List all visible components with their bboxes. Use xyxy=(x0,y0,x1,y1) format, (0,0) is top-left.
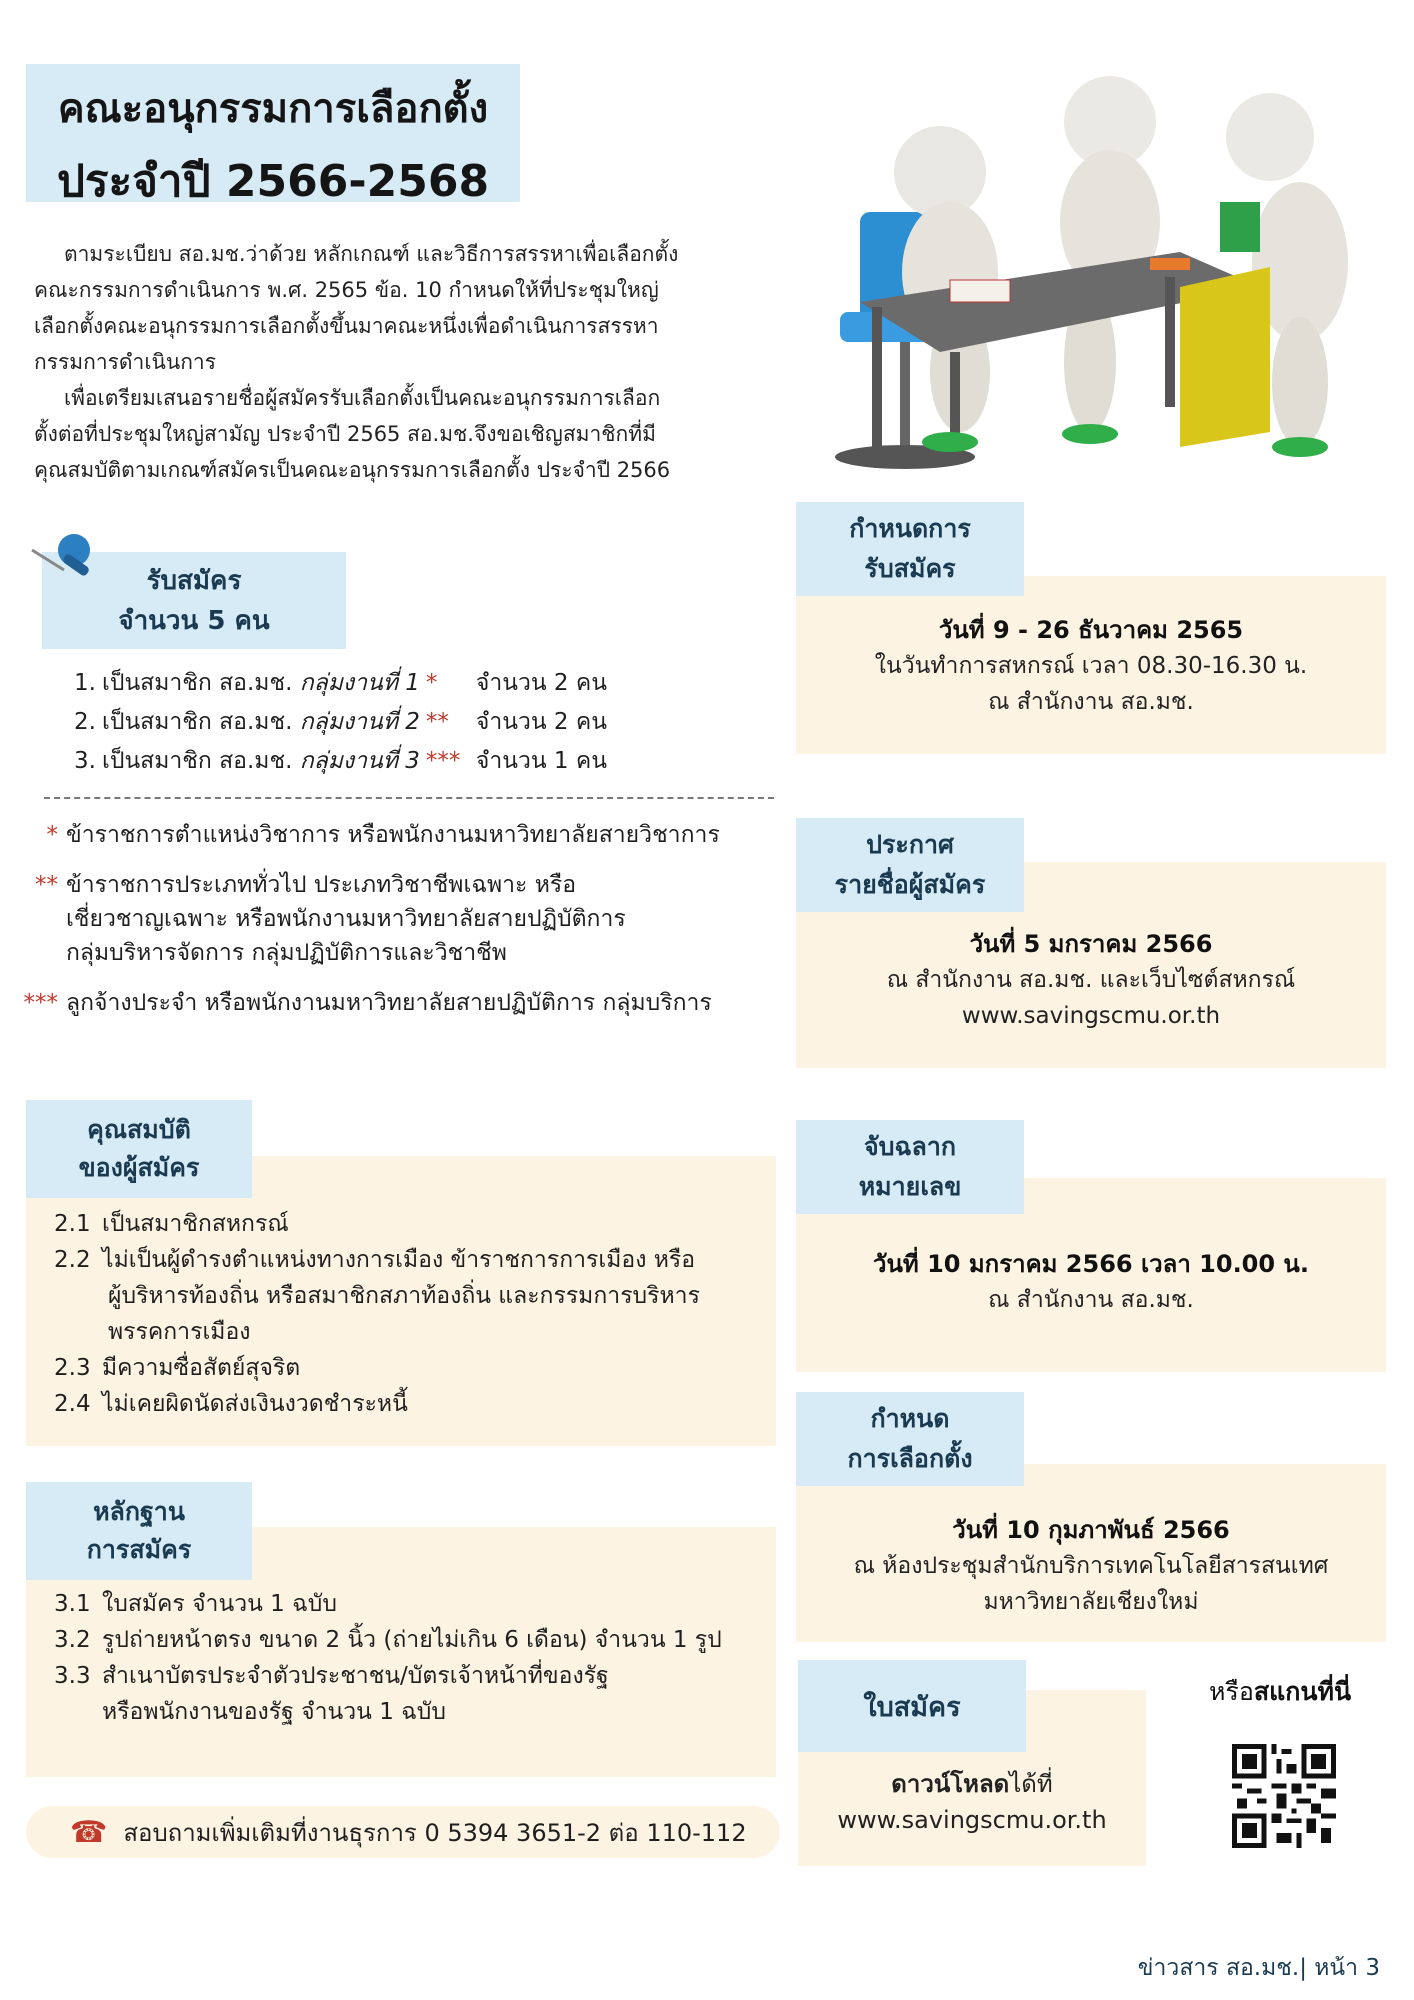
scan-label xyxy=(1180,1672,1380,1712)
schedule-panel-election xyxy=(796,1464,1386,1642)
quota-count: จำนวน 2 คน xyxy=(475,709,607,735)
yellow-box xyxy=(1180,267,1270,447)
list-item xyxy=(54,1586,764,1622)
quota-star: * xyxy=(425,670,438,696)
schedule-detail: ณ สำนักงาน สอ.มช. xyxy=(988,689,1194,715)
item-line: สำเนาบัตรประจำตัวประชาชน/บัตรเจ้าหน้าที่ของรัฐ xyxy=(102,1663,609,1689)
item-line: หรือพนักงานของรัฐ จำนวน 1 ฉบับ xyxy=(102,1699,447,1725)
intro-line: กรรมการดำเนินการ xyxy=(34,350,217,374)
intro-line: ตามระเบียบ สอ.มช.ว่าด้วย หลักเกณฑ์ และวิธีการสรรหาเพื่อเลือกตั้ง xyxy=(64,242,679,266)
quota-text: เป็นสมาชิก สอ.มช. xyxy=(102,748,293,774)
tab-line: การเลือกตั้ง xyxy=(847,1444,973,1473)
item-line: ไม่เป็นผู้ดำรงตำแหน่งทางการเมือง ข้าราชการการเมือง หรือ xyxy=(102,1247,696,1273)
tab-line: กำหนดการ xyxy=(849,514,971,543)
quota-number: 2. xyxy=(74,709,96,735)
figure-head xyxy=(1226,93,1314,181)
qr-code-icon[interactable] xyxy=(1232,1744,1336,1848)
item-number: 2.4 xyxy=(54,1391,91,1417)
footnote-line: เชี่ยวชาญเฉพาะ หรือพนักงานมหาวิทยาลัยสายปฏิบัติการ xyxy=(66,906,626,932)
download-label: ดาวน์โหลด xyxy=(891,1770,1010,1798)
form-tab xyxy=(798,1660,1026,1752)
list-item xyxy=(54,1386,764,1422)
quota-group: กลุ่มงานที่ 3 xyxy=(299,748,420,774)
quota-number: 3. xyxy=(74,748,96,774)
quota-text: เป็นสมาชิก สอ.มช. xyxy=(102,670,293,696)
intro-line: เลือกตั้งคณะอนุกรรมการเลือกตั้งขึ้นมาคณะหนึ่งเพื่อดำเนินการสรรหา xyxy=(34,314,659,338)
schedule-detail: www.savingscmu.or.th xyxy=(961,1003,1221,1029)
footnote-line: ข้าราชการตำแหน่งวิชาการ หรือพนักงานมหาวิทยาลัยสายวิชาการ xyxy=(66,822,720,848)
footnote xyxy=(14,986,784,1020)
schedule-date: วันที่ 9 - 26 ธันวาคม 2565 xyxy=(938,616,1244,644)
item-number: 2.3 xyxy=(54,1355,91,1381)
intro-paragraph xyxy=(34,236,714,488)
quota-group: กลุ่มงานที่ 2 xyxy=(299,709,420,735)
quota-row xyxy=(74,703,774,742)
qualifications-list xyxy=(54,1206,764,1422)
quota-count: จำนวน 1 คน xyxy=(475,748,607,774)
chair-pole xyxy=(900,342,910,452)
footnotes xyxy=(14,818,784,1036)
tab-line: ใบสมัคร xyxy=(863,1691,961,1723)
telephone-icon: ☎ xyxy=(70,1814,108,1850)
figure-leg xyxy=(1272,317,1328,447)
shoe xyxy=(1272,437,1328,457)
page-title-line1: คณะอนุกรรมการเลือกตั้ง xyxy=(57,86,489,132)
documents-list xyxy=(54,1586,764,1730)
list-item xyxy=(54,1658,764,1730)
download-suffix: ได้ที่ xyxy=(1009,1770,1053,1798)
meeting-illustration xyxy=(800,62,1390,482)
pushpin-icon xyxy=(22,520,102,600)
list-item xyxy=(54,1350,764,1386)
qualifications-tab xyxy=(26,1100,252,1198)
schedule-detail: ณ ห้องประชุมสำนักบริการเทคโนโลยีสารสนเทศ xyxy=(853,1553,1329,1579)
quota-text: เป็นสมาชิก สอ.มช. xyxy=(102,709,293,735)
item-number: 3.1 xyxy=(54,1591,91,1617)
schedule-date: วันที่ 5 มกราคม 2566 xyxy=(969,930,1213,958)
tab-line: กำหนด xyxy=(870,1404,950,1433)
tab-line: ประกาศ xyxy=(866,830,954,859)
intro-line: คณะกรรมการดำเนินการ พ.ศ. 2565 ข้อ. 10 กำหนดให้ที่ประชุมใหญ่ xyxy=(34,278,659,302)
page-footer: ข่าวสาร สอ.มช.| หน้า 3 xyxy=(1137,1955,1380,1981)
intro-line: ตั้งต่อที่ประชุมใหญ่สามัญ ประจำปี 2565 สอ.มช.จึงขอเชิญสมาชิกที่มี xyxy=(34,422,656,446)
quota-group: กลุ่มงานที่ 1 xyxy=(299,670,420,696)
intro-line: คุณสมบัติตามเกณฑ์สมัครเป็นคณะอนุกรรมการเลือกตั้ง ประจำปี 2566 xyxy=(34,458,671,482)
quota-number: 1. xyxy=(74,670,96,696)
quota-row xyxy=(74,742,774,781)
tab-line: หมายเลข xyxy=(858,1172,962,1201)
schedule-panel-registration xyxy=(796,576,1386,754)
tab-line: ของผู้สมัคร xyxy=(78,1153,200,1182)
tab-line: จับฉลาก xyxy=(863,1132,957,1161)
green-card xyxy=(1220,202,1260,252)
download-url-link[interactable]: www.savingscmu.or.th xyxy=(837,1806,1107,1834)
item-line: ไม่เคยผิดนัดส่งเงินงวดชำระหนี้ xyxy=(102,1391,408,1417)
quota-star: *** xyxy=(425,748,461,774)
contact-bar xyxy=(26,1806,780,1858)
item-line: พรรคการเมือง xyxy=(108,1319,251,1345)
tab-line: การสมัคร xyxy=(86,1535,192,1564)
page-title-line2: ประจำปี 2566-2568 xyxy=(56,156,490,207)
footnote-mark: ** xyxy=(35,872,58,898)
contact-text: สอบถามเพิ่มเติมที่งานธุรการ 0 5394 3651-2 ต่อ 110-112 xyxy=(123,1818,747,1847)
footnote-mark: * xyxy=(46,822,58,848)
schedule-detail: มหาวิทยาลัยเชียงใหม่ xyxy=(983,1589,1199,1615)
list-item xyxy=(54,1622,764,1658)
item-line: ผู้บริหารท้องถิ่น หรือสมาชิกสภาท้องถิ่น และกรรมการบริหาร xyxy=(108,1283,700,1309)
item-line: มีความซื่อสัตย์สุจริต xyxy=(102,1355,301,1381)
item-number: 2.2 xyxy=(54,1247,91,1273)
list-item xyxy=(54,1242,764,1350)
table-leg xyxy=(1165,277,1175,407)
quota-count: จำนวน 2 คน xyxy=(475,670,607,696)
footnote xyxy=(14,868,784,970)
recruit-label: รับสมัคร xyxy=(146,565,242,596)
dashed-divider xyxy=(44,797,774,799)
footnote xyxy=(14,818,784,852)
orange-card xyxy=(1150,258,1190,270)
schedule-tab-lottery xyxy=(796,1120,1024,1214)
scan-prefix: หรือ xyxy=(1208,1677,1254,1706)
list-item xyxy=(54,1206,764,1242)
shoe xyxy=(922,432,978,452)
page-title-box xyxy=(26,64,520,207)
item-number: 3.2 xyxy=(54,1627,91,1653)
quota-list xyxy=(74,664,774,781)
tab-line: รายชื่อผู้สมัคร xyxy=(834,870,986,899)
tab-line: หลักฐาน xyxy=(93,1497,185,1526)
schedule-detail: ณ สำนักงาน สอ.มช. xyxy=(988,1287,1194,1313)
tab-line: รับสมัคร xyxy=(864,554,956,583)
table-leg xyxy=(872,307,882,447)
item-line: ใบสมัคร จำนวน 1 ฉบับ xyxy=(102,1591,337,1617)
item-number: 3.3 xyxy=(54,1663,91,1689)
schedule-tab-registration xyxy=(796,502,1024,596)
documents-tab xyxy=(26,1482,252,1580)
schedule-detail: ในวันทำการสหกรณ์ เวลา 08.30-16.30 น. xyxy=(874,653,1308,679)
scan-bold: สแกนที่นี่ xyxy=(1253,1677,1352,1706)
intro-line: เพื่อเตรียมเสนอรายชื่อผู้สมัครรับเลือกตั้งเป็นคณะอนุกรรมการเลือก xyxy=(64,386,661,410)
quota-row xyxy=(74,664,774,703)
item-line: รูปถ่ายหน้าตรง ขนาด 2 นิ้ว (ถ่ายไม่เกิน 6 เดือน) จำนวน 1 รูป xyxy=(102,1627,722,1653)
shoe xyxy=(1062,424,1118,444)
schedule-tab-election xyxy=(796,1392,1024,1486)
tab-line: คุณสมบัติ xyxy=(87,1115,191,1144)
schedule-date: วันที่ 10 มกราคม 2566 เวลา 10.00 น. xyxy=(873,1250,1309,1278)
footnote-line: ลูกจ้างประจำ หรือพนักงานมหาวิทยาลัยสายปฏิบัติการ กลุ่มบริการ xyxy=(66,990,712,1016)
recruit-count: จำนวน 5 คน xyxy=(118,605,270,636)
footnote-line: ข้าราชการประเภททั่วไป ประเภทวิชาชีพเฉพาะ หรือ xyxy=(66,872,577,898)
item-number: 2.1 xyxy=(54,1211,91,1237)
footnote-mark: *** xyxy=(23,990,58,1016)
paper-stack xyxy=(950,280,1010,302)
schedule-tab-announcement xyxy=(796,818,1024,912)
footnote-line: กลุ่มบริหารจัดการ กลุ่มปฏิบัติการและวิชาชีพ xyxy=(66,940,507,966)
schedule-detail: ณ สำนักงาน สอ.มช. และเว็บไซต์สหกรณ์ xyxy=(886,967,1296,993)
schedule-date: วันที่ 10 กุมภาพันธ์ 2566 xyxy=(952,1516,1230,1544)
quota-star: ** xyxy=(425,709,449,735)
item-line: เป็นสมาชิกสหกรณ์ xyxy=(102,1211,289,1237)
